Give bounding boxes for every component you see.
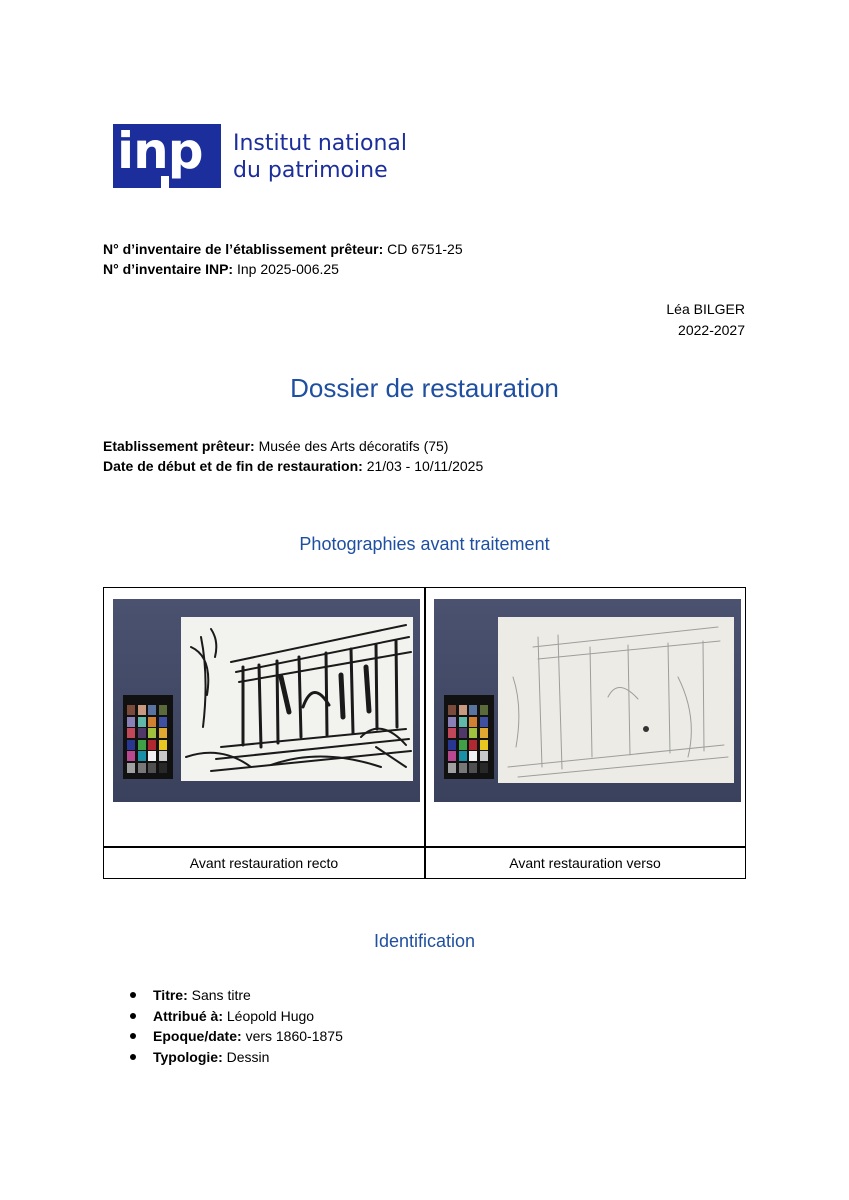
inp-logo-name bbox=[233, 130, 407, 184]
list-item bbox=[128, 1006, 343, 1027]
item-label: Epoque/date: bbox=[153, 1028, 242, 1044]
logo-name-line1: Institut national bbox=[233, 131, 407, 156]
inp-logo-text: inp bbox=[117, 122, 203, 180]
color-checker-verso bbox=[444, 695, 494, 779]
lender-inventory-label: N° d’inventaire de l’établissement prêteur: bbox=[103, 241, 384, 257]
caption-recto: Avant restauration recto bbox=[189, 855, 339, 871]
inp-inventory-line bbox=[103, 259, 463, 279]
lender-label: Etablissement prêteur: bbox=[103, 438, 255, 454]
photo-verso bbox=[434, 599, 741, 802]
caption-verso: Avant restauration verso bbox=[509, 855, 661, 871]
list-item bbox=[128, 985, 343, 1006]
author-name: Léa BILGER bbox=[666, 301, 745, 317]
list-item bbox=[128, 1026, 343, 1047]
identification-list bbox=[128, 985, 343, 1067]
page-title: Dossier de restauration bbox=[290, 373, 559, 403]
item-value: Sans titre bbox=[191, 987, 251, 1003]
lender-line bbox=[103, 436, 483, 456]
item-value: Dessin bbox=[226, 1048, 270, 1065]
logo-name-line2: du patrimoine bbox=[233, 158, 388, 183]
details-block bbox=[103, 436, 483, 476]
photo-table bbox=[103, 587, 746, 879]
color-checker-recto bbox=[123, 695, 173, 779]
author-block bbox=[666, 299, 745, 341]
item-value: Léopold Hugo bbox=[226, 1007, 315, 1024]
identification-title: Identification bbox=[373, 931, 476, 951]
lender-inventory-line bbox=[103, 239, 463, 259]
inp-inventory-value: Inp 2025-006.25 bbox=[236, 261, 339, 277]
inventory-block bbox=[103, 239, 463, 279]
lender-value: Musée des Arts décoratifs (75) bbox=[258, 438, 449, 454]
list-item bbox=[128, 1047, 343, 1068]
item-label: Attribué à: bbox=[153, 1007, 223, 1024]
author-years: 2022-2027 bbox=[678, 322, 745, 338]
item-label: Titre: bbox=[153, 987, 188, 1003]
inp-logo-mark bbox=[113, 124, 221, 188]
item-value: vers 1860-1875 bbox=[245, 1028, 343, 1044]
dates-label: Date de début et de fin de restauration: bbox=[103, 458, 363, 474]
dates-line bbox=[103, 456, 483, 476]
item-label: Typologie: bbox=[153, 1048, 223, 1065]
lender-inventory-value: CD 6751-25 bbox=[387, 241, 463, 257]
inp-logo bbox=[113, 124, 413, 194]
photo-recto bbox=[113, 599, 420, 802]
photos-section-title: Photographies avant traitement bbox=[299, 534, 550, 554]
drawing-sheet-recto bbox=[181, 617, 413, 781]
drawing-sheet-verso bbox=[498, 617, 734, 783]
dates-value: 21/03 - 10/11/2025 bbox=[366, 458, 484, 474]
inp-inventory-label: N° d’inventaire INP: bbox=[103, 261, 234, 277]
